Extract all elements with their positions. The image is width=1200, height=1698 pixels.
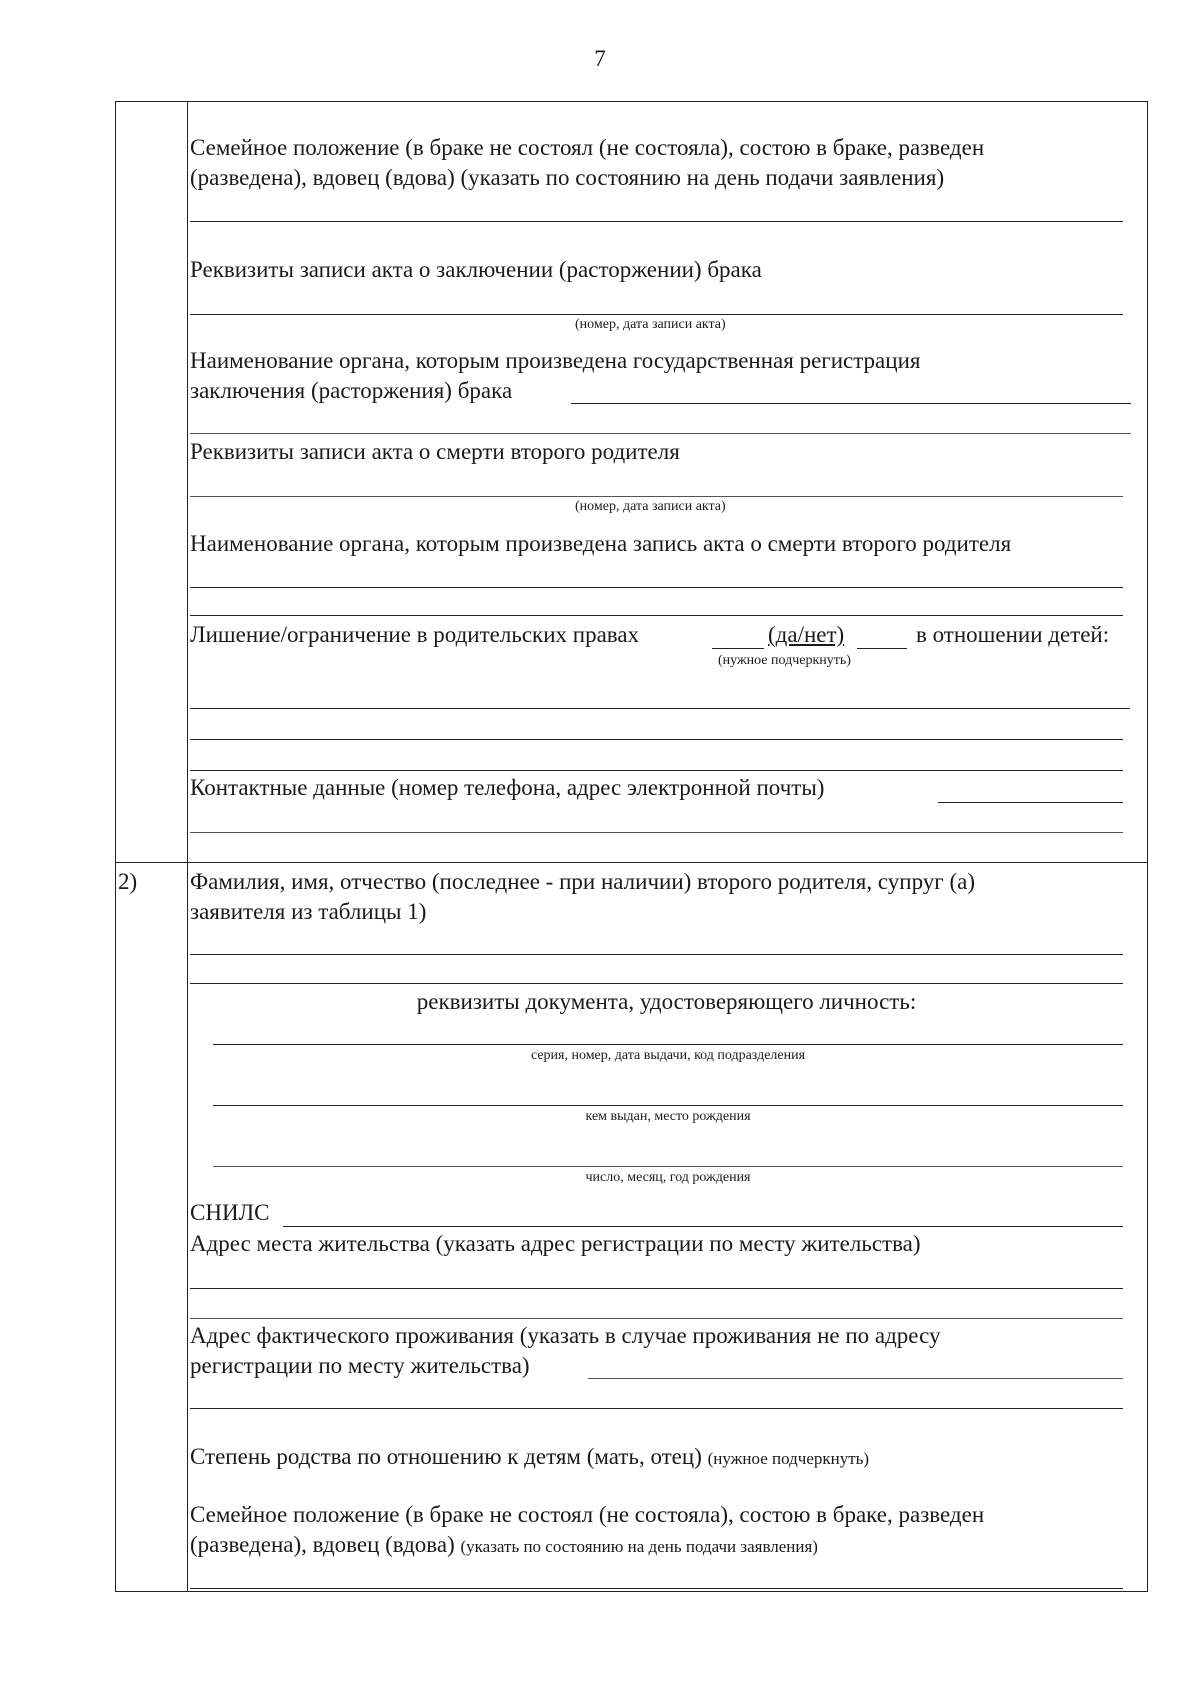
parental-rights-blank-left[interactable]: [712, 648, 764, 649]
kinship-note: (нужное подчеркнуть): [707, 1449, 870, 1468]
children-input-line-1[interactable]: [190, 708, 1130, 709]
table-top-border: [115, 101, 1147, 102]
marital-status-label: Семейное положение (в браке не состоял (не состояла), состою в браке, разведен: [190, 135, 985, 160]
death-authority-label: Наименование органа, которым произведена запись акта о смерти второго родителя: [190, 531, 1012, 556]
actual-address-label-cont: регистрации по месту жительства): [190, 1353, 530, 1378]
snils-label: СНИЛС: [190, 1200, 270, 1225]
marital-status-label-2: Семейное положение (в браке не состоял (не состояла), состою в браке, разведен: [190, 1502, 985, 1527]
birth-date-input-line[interactable]: [213, 1166, 1123, 1167]
residence-address-label: Адрес места жительства (указать адрес регистрации по месту жительства): [190, 1231, 921, 1256]
fio-input-line-2[interactable]: [190, 983, 1123, 984]
snils-input-line[interactable]: [283, 1226, 1123, 1227]
death-record-input-line[interactable]: [190, 496, 1123, 497]
fio-input-line-1[interactable]: [190, 954, 1123, 955]
table-bottom-border: [115, 1591, 1147, 1592]
death-authority-input-line-2[interactable]: [190, 615, 1123, 616]
marital-status-input-line[interactable]: [190, 221, 1123, 222]
parental-rights-choice[interactable]: (да/нет): [768, 622, 845, 647]
marriage-authority-input-line[interactable]: [571, 403, 1131, 404]
kinship-label: [190, 1442, 869, 1474]
birth-date-caption: число, месяц, год рождения: [585, 1170, 751, 1185]
parental-rights-caption: (нужное подчеркнуть): [718, 653, 851, 668]
id-issuer-input-line[interactable]: [213, 1105, 1123, 1106]
actual-address-label: Адрес фактического проживания (указать в случае проживания не по адресу: [190, 1323, 941, 1348]
death-record-caption: (номер, дата записи акта): [575, 499, 726, 514]
marriage-record-caption: (номер, дата записи акта): [575, 317, 726, 332]
table-column-divider: [187, 101, 188, 1592]
contact-input-line[interactable]: [938, 802, 1123, 803]
marital-status-label-cont: (разведена), вдовец (вдова) (указать по состоянию на день подачи заявления): [190, 165, 945, 190]
id-document-heading: реквизиты документа, удостоверяющего личность:: [416, 989, 917, 1014]
id-issuer-caption: кем выдан, место рождения: [585, 1109, 751, 1124]
second-parent-fio-label-cont: заявителя из таблицы 1): [190, 899, 427, 924]
table-right-border: [1147, 101, 1148, 1592]
table-left-border: [115, 101, 116, 1592]
marriage-authority-label: Наименование органа, которым произведена государственная регистрация: [190, 348, 921, 373]
residence-input-line-1[interactable]: [190, 1288, 1123, 1289]
marital-status-note: (указать по состоянию на день подачи заявления): [460, 1537, 818, 1556]
children-input-line-3[interactable]: [190, 770, 1123, 771]
marriage-record-input-line[interactable]: [190, 314, 1123, 315]
row-number: 2): [118, 869, 138, 894]
death-authority-input-line-1[interactable]: [190, 587, 1123, 588]
death-record-label: Реквизиты записи акта о смерти второго родителя: [190, 439, 680, 464]
table-row-divider: [115, 862, 1147, 863]
contact-label: Контактные данные (номер телефона, адрес электронной почты): [190, 775, 825, 800]
actual-address-input-line-1[interactable]: [588, 1378, 1123, 1379]
marriage-record-label: Реквизиты записи акта о заключении (расторжении) брака: [190, 257, 762, 282]
id-series-caption: серия, номер, дата выдачи, код подразделения: [530, 1048, 806, 1063]
marital-status-input-line-2[interactable]: [190, 1588, 1123, 1589]
second-parent-fio-label: Фамилия, имя, отчество (последнее - при наличии) второго родителя, супруг (а): [190, 869, 975, 894]
marital-status-options: (разведена), вдовец (вдова): [190, 1532, 455, 1557]
marital-status-label-2-cont: [190, 1530, 818, 1562]
contact-input-line-2[interactable]: [190, 832, 1123, 833]
residence-input-line-2[interactable]: [190, 1318, 1123, 1319]
parental-rights-blank-right[interactable]: [857, 648, 907, 649]
actual-address-input-line-2[interactable]: [190, 1408, 1123, 1409]
page-number: 7: [594, 46, 606, 71]
marriage-authority-label-cont: заключения (расторжения) брака: [190, 378, 513, 403]
marriage-authority-input-line-2[interactable]: [190, 433, 1131, 434]
parental-rights-suffix: в отношении детей:: [916, 622, 1110, 647]
children-input-line-2[interactable]: [190, 739, 1123, 740]
parental-rights-label: Лишение/ограничение в родительских правах: [190, 622, 640, 647]
kinship-text: Степень родства по отношению к детям (мать, отец): [190, 1444, 702, 1469]
id-series-input-line[interactable]: [213, 1044, 1123, 1045]
